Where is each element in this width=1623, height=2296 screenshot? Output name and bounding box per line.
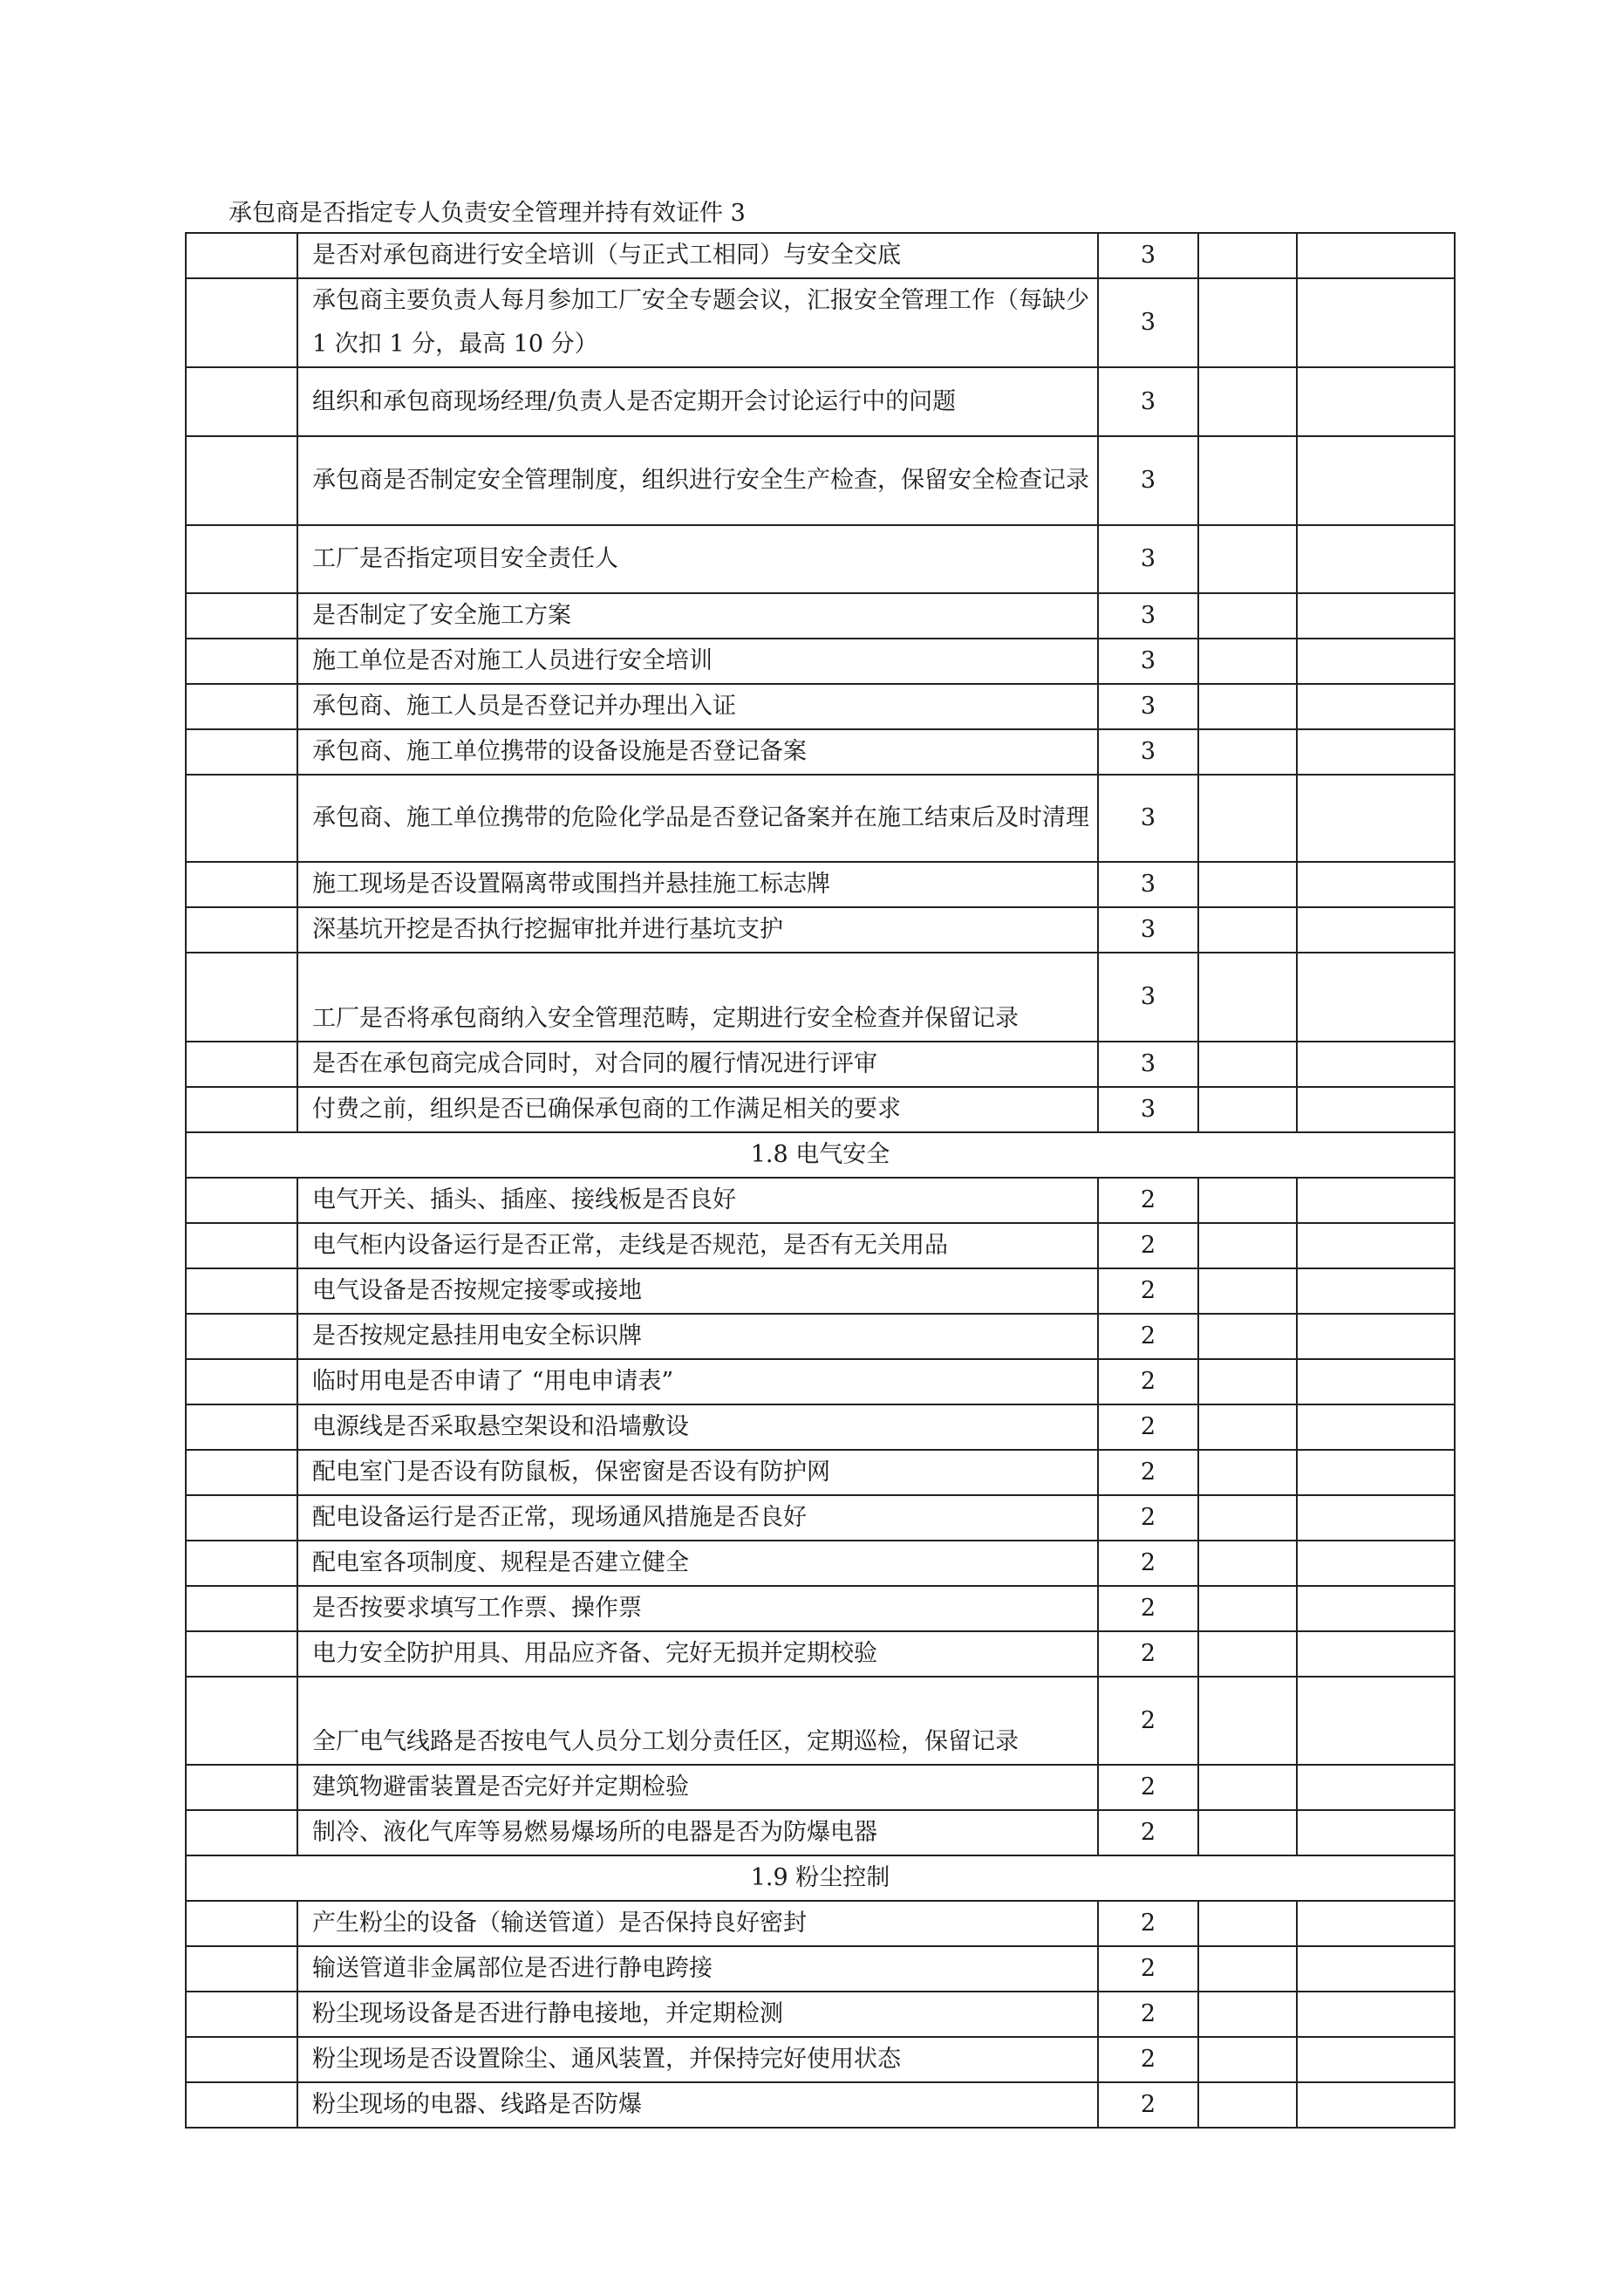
remark-cell <box>1297 1359 1455 1404</box>
index-cell <box>186 1765 297 1810</box>
item-text-cell: 施工单位是否对施工人员进行安全培训 <box>297 639 1098 684</box>
section-title: 1.9 粉尘控制 <box>186 1855 1455 1901</box>
result-cell <box>1198 367 1297 436</box>
result-cell <box>1198 1677 1297 1765</box>
result-cell <box>1198 1087 1297 1132</box>
item-text-cell: 电源线是否采取悬空架设和沿墙敷设 <box>297 1404 1098 1450</box>
score-cell: 2 <box>1098 1901 1198 1946</box>
result-cell <box>1198 639 1297 684</box>
remark-cell <box>1297 1541 1455 1586</box>
index-cell <box>186 1314 297 1359</box>
score-cell: 3 <box>1098 775 1198 862</box>
remark-cell <box>1297 1992 1455 2037</box>
result-cell <box>1198 278 1297 367</box>
remark-cell <box>1297 2037 1455 2082</box>
score-cell: 2 <box>1098 1314 1198 1359</box>
index-cell <box>186 775 297 862</box>
item-text-cell: 配电室门是否设有防鼠板，保密窗是否设有防护网 <box>297 1450 1098 1495</box>
score-cell: 2 <box>1098 2082 1198 2128</box>
remark-cell <box>1297 684 1455 729</box>
table-row <box>186 436 1455 525</box>
index-cell <box>186 233 297 278</box>
score-cell: 3 <box>1098 278 1198 367</box>
table-row <box>186 367 1455 436</box>
index-cell <box>186 2037 297 2082</box>
index-cell <box>186 1178 297 1223</box>
result-cell <box>1198 1359 1297 1404</box>
remark-cell <box>1297 1586 1455 1631</box>
table-row <box>186 1314 1455 1359</box>
item-text-cell: 配电设备运行是否正常，现场通风措施是否良好 <box>297 1495 1098 1541</box>
index-cell <box>186 367 297 436</box>
item-text-cell: 是否制定了安全施工方案 <box>297 593 1098 639</box>
result-cell <box>1198 862 1297 907</box>
result-cell <box>1198 1541 1297 1586</box>
item-text-cell: 深基坑开挖是否执行挖掘审批并进行基坑支护 <box>297 907 1098 953</box>
table-row <box>186 684 1455 729</box>
table-row <box>186 593 1455 639</box>
item-text-cell: 粉尘现场是否设置除尘、通风装置，并保持完好使用状态 <box>297 2037 1098 2082</box>
index-cell <box>186 1042 297 1087</box>
table-row <box>186 1541 1455 1586</box>
result-cell <box>1198 1946 1297 1992</box>
item-text-cell: 配电室各项制度、规程是否建立健全 <box>297 1541 1098 1586</box>
item-text-cell: 制冷、液化气库等易燃易爆场所的电器是否为防爆电器 <box>297 1810 1098 1855</box>
remark-cell <box>1297 1677 1455 1765</box>
score-cell: 3 <box>1098 525 1198 593</box>
score-cell: 2 <box>1098 1541 1198 1586</box>
index-cell <box>186 278 297 367</box>
remark-cell <box>1297 1314 1455 1359</box>
table-row <box>186 1677 1455 1765</box>
table-row <box>186 1042 1455 1087</box>
score-cell: 3 <box>1098 593 1198 639</box>
table-row <box>186 1946 1455 1992</box>
table-row <box>186 1586 1455 1631</box>
table-row <box>186 1901 1455 1946</box>
index-cell <box>186 1901 297 1946</box>
remark-cell <box>1297 593 1455 639</box>
index-cell <box>186 1586 297 1631</box>
index-cell <box>186 1359 297 1404</box>
score-cell: 2 <box>1098 1677 1198 1765</box>
item-text-cell: 承包商、施工单位携带的设备设施是否登记备案 <box>297 729 1098 775</box>
result-cell <box>1198 1495 1297 1541</box>
index-cell <box>186 1541 297 1586</box>
result-cell <box>1198 953 1297 1042</box>
item-text-cell: 全厂电气线路是否按电气人员分工划分责任区，定期巡检，保留记录 <box>297 1677 1098 1765</box>
result-cell <box>1198 593 1297 639</box>
index-cell <box>186 1495 297 1541</box>
section-header-row <box>186 1855 1455 1901</box>
remark-cell <box>1297 1450 1455 1495</box>
index-cell <box>186 684 297 729</box>
table-row <box>186 233 1455 278</box>
result-cell <box>1198 775 1297 862</box>
result-cell <box>1198 1268 1297 1314</box>
remark-cell <box>1297 1901 1455 1946</box>
table-row <box>186 775 1455 862</box>
item-text-cell: 粉尘现场设备是否进行静电接地，并定期检测 <box>297 1992 1098 2037</box>
result-cell <box>1198 1223 1297 1268</box>
item-text-cell: 组织和承包商现场经理/负责人是否定期开会讨论运行中的问题 <box>297 367 1098 436</box>
score-cell: 3 <box>1098 436 1198 525</box>
remark-cell <box>1297 1087 1455 1132</box>
remark-cell <box>1297 1178 1455 1223</box>
index-cell <box>186 1631 297 1677</box>
index-cell <box>186 525 297 593</box>
intro-line: 承包商是否指定专人负责安全管理并持有效证件 3 <box>228 200 746 227</box>
remark-cell <box>1297 233 1455 278</box>
score-cell: 2 <box>1098 1586 1198 1631</box>
table-row <box>186 1268 1455 1314</box>
checklist-body <box>186 233 1455 2128</box>
item-text-cell: 工厂是否将承包商纳入安全管理范畴，定期进行安全检查并保留记录 <box>297 953 1098 1042</box>
remark-cell <box>1297 639 1455 684</box>
remark-cell <box>1297 525 1455 593</box>
remark-cell <box>1297 2082 1455 2128</box>
table-row <box>186 729 1455 775</box>
remark-cell <box>1297 436 1455 525</box>
item-text-cell: 粉尘现场的电器、线路是否防爆 <box>297 2082 1098 2128</box>
result-cell <box>1198 907 1297 953</box>
score-cell: 2 <box>1098 1223 1198 1268</box>
result-cell <box>1198 729 1297 775</box>
index-cell <box>186 436 297 525</box>
table-row <box>186 1495 1455 1541</box>
table-row <box>186 1087 1455 1132</box>
index-cell <box>186 729 297 775</box>
result-cell <box>1198 2037 1297 2082</box>
score-cell: 2 <box>1098 1992 1198 2037</box>
score-cell: 2 <box>1098 1495 1198 1541</box>
item-text-cell: 承包商、施工单位携带的危险化学品是否登记备案并在施工结束后及时清理 <box>297 775 1098 862</box>
table-row <box>186 1631 1455 1677</box>
item-text-cell: 电气柜内设备运行是否正常，走线是否规范，是否有无关用品 <box>297 1223 1098 1268</box>
index-cell <box>186 1450 297 1495</box>
item-text-cell: 是否在承包商完成合同时，对合同的履行情况进行评审 <box>297 1042 1098 1087</box>
index-cell <box>186 2082 297 2128</box>
table-row <box>186 2037 1455 2082</box>
remark-cell <box>1297 1495 1455 1541</box>
item-text-cell: 临时用电是否申请了 “用电申请表” <box>297 1359 1098 1404</box>
index-cell <box>186 953 297 1042</box>
score-cell: 2 <box>1098 2037 1198 2082</box>
result-cell <box>1198 2082 1297 2128</box>
score-cell: 2 <box>1098 1810 1198 1855</box>
result-cell <box>1198 684 1297 729</box>
item-text-cell: 输送管道非金属部位是否进行静电跨接 <box>297 1946 1098 1992</box>
score-cell: 2 <box>1098 1359 1198 1404</box>
score-cell: 3 <box>1098 684 1198 729</box>
score-cell: 2 <box>1098 1404 1198 1450</box>
item-text-cell: 是否按规定悬挂用电安全标识牌 <box>297 1314 1098 1359</box>
result-cell <box>1198 1404 1297 1450</box>
score-cell: 2 <box>1098 1765 1198 1810</box>
item-text-cell: 施工现场是否设置隔离带或围挡并悬挂施工标志牌 <box>297 862 1098 907</box>
index-cell <box>186 862 297 907</box>
result-cell <box>1198 1992 1297 2037</box>
item-text-cell: 建筑物避雷装置是否完好并定期检验 <box>297 1765 1098 1810</box>
remark-cell <box>1297 1268 1455 1314</box>
index-cell <box>186 1223 297 1268</box>
remark-cell <box>1297 1223 1455 1268</box>
item-text-cell: 承包商是否制定安全管理制度，组织进行安全生产检查，保留安全检查记录 <box>297 436 1098 525</box>
section-title: 1.8 电气安全 <box>186 1132 1455 1178</box>
remark-cell <box>1297 367 1455 436</box>
table-row <box>186 1223 1455 1268</box>
remark-cell <box>1297 729 1455 775</box>
item-text-cell: 付费之前，组织是否已确保承包商的工作满足相关的要求 <box>297 1087 1098 1132</box>
remark-cell <box>1297 907 1455 953</box>
index-cell <box>186 1810 297 1855</box>
item-text-cell: 承包商、施工人员是否登记并办理出入证 <box>297 684 1098 729</box>
table-row <box>186 1810 1455 1855</box>
item-text-cell: 电气设备是否按规定接零或接地 <box>297 1268 1098 1314</box>
index-cell <box>186 639 297 684</box>
score-cell: 3 <box>1098 729 1198 775</box>
result-cell <box>1198 1810 1297 1855</box>
score-cell: 3 <box>1098 1042 1198 1087</box>
table-row <box>186 1359 1455 1404</box>
table-row <box>186 1765 1455 1810</box>
table-row <box>186 2082 1455 2128</box>
score-cell: 3 <box>1098 862 1198 907</box>
item-text-cell: 工厂是否指定项目安全责任人 <box>297 525 1098 593</box>
result-cell <box>1198 1178 1297 1223</box>
result-cell <box>1198 525 1297 593</box>
item-text-cell: 是否按要求填写工作票、操作票 <box>297 1586 1098 1631</box>
remark-cell <box>1297 1631 1455 1677</box>
score-cell: 3 <box>1098 907 1198 953</box>
score-cell: 3 <box>1098 1087 1198 1132</box>
item-text-cell: 承包商主要负责人每月参加工厂安全专题会议，汇报安全管理工作（每缺少 1 次扣 1 分，最高 10 分） <box>297 278 1098 367</box>
table-row <box>186 1404 1455 1450</box>
table-row <box>186 1450 1455 1495</box>
remark-cell <box>1297 775 1455 862</box>
item-text-cell: 电力安全防护用具、用品应齐备、完好无损并定期校验 <box>297 1631 1098 1677</box>
result-cell <box>1198 436 1297 525</box>
score-cell: 2 <box>1098 1450 1198 1495</box>
index-cell <box>186 1268 297 1314</box>
index-cell <box>186 1992 297 2037</box>
index-cell <box>186 907 297 953</box>
index-cell <box>186 1677 297 1765</box>
score-cell: 2 <box>1098 1268 1198 1314</box>
result-cell <box>1198 1450 1297 1495</box>
table-row <box>186 953 1455 1042</box>
checklist-table <box>185 232 1456 2129</box>
remark-cell <box>1297 1404 1455 1450</box>
score-cell: 3 <box>1098 367 1198 436</box>
score-cell: 2 <box>1098 1178 1198 1223</box>
score-cell: 3 <box>1098 953 1198 1042</box>
result-cell <box>1198 1586 1297 1631</box>
remark-cell <box>1297 1946 1455 1992</box>
score-cell: 3 <box>1098 639 1198 684</box>
index-cell <box>186 1087 297 1132</box>
table-row <box>186 525 1455 593</box>
item-text-cell: 产生粉尘的设备（输送管道）是否保持良好密封 <box>297 1901 1098 1946</box>
result-cell <box>1198 1631 1297 1677</box>
table-row <box>186 1178 1455 1223</box>
index-cell <box>186 1404 297 1450</box>
score-cell: 3 <box>1098 233 1198 278</box>
index-cell <box>186 593 297 639</box>
result-cell <box>1198 1765 1297 1810</box>
result-cell <box>1198 233 1297 278</box>
remark-cell <box>1297 862 1455 907</box>
remark-cell <box>1297 1042 1455 1087</box>
remark-cell <box>1297 1810 1455 1855</box>
table-row <box>186 1992 1455 2037</box>
table-row <box>186 907 1455 953</box>
table-row <box>186 639 1455 684</box>
item-text-cell: 电气开关、插头、插座、接线板是否良好 <box>297 1178 1098 1223</box>
section-header-row <box>186 1132 1455 1178</box>
table-row <box>186 862 1455 907</box>
remark-cell <box>1297 953 1455 1042</box>
result-cell <box>1198 1042 1297 1087</box>
table-row <box>186 278 1455 367</box>
remark-cell <box>1297 278 1455 367</box>
index-cell <box>186 1946 297 1992</box>
item-text-cell: 是否对承包商进行安全培训（与正式工相同）与安全交底 <box>297 233 1098 278</box>
result-cell <box>1198 1901 1297 1946</box>
remark-cell <box>1297 1765 1455 1810</box>
score-cell: 2 <box>1098 1946 1198 1992</box>
result-cell <box>1198 1314 1297 1359</box>
score-cell: 2 <box>1098 1631 1198 1677</box>
